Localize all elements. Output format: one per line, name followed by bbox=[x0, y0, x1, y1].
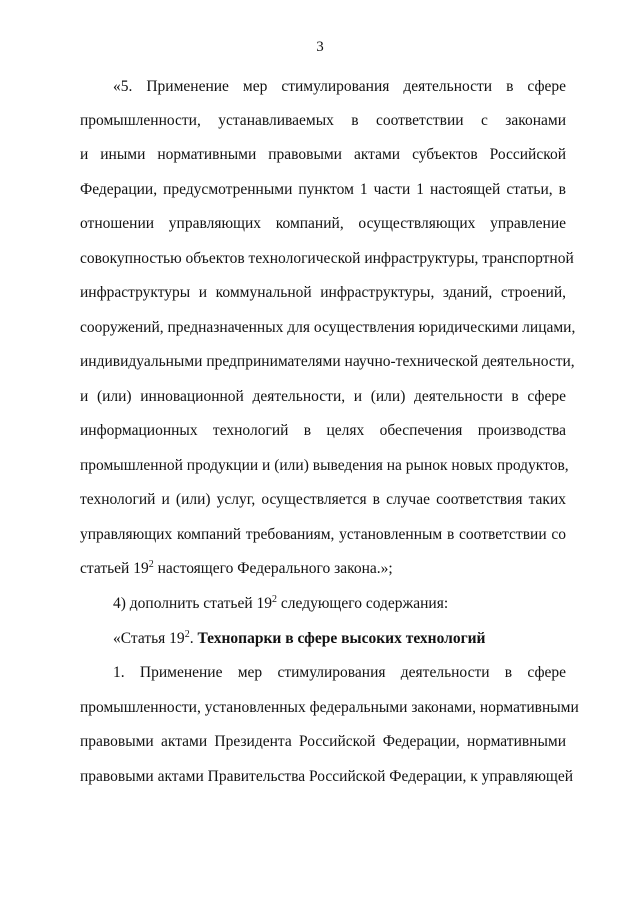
text-line: промышленности, установленных федеральными законами, нормативными bbox=[80, 699, 579, 716]
text-segment: . bbox=[189, 630, 194, 647]
text-segment: следующего содержания: bbox=[277, 595, 449, 612]
superscript: 2 bbox=[272, 593, 278, 605]
text-line: промышленной продукции и (или) выведения на рынок новых продуктов, bbox=[80, 457, 569, 474]
text-line: инфраструктуры и коммунальной инфраструктуры, зданий, строений, bbox=[80, 284, 566, 301]
item-4 bbox=[113, 594, 566, 614]
text-line: информационных технологий в целях обеспечения производства bbox=[80, 422, 566, 439]
text-line: 1. Применение мер стимулирования деятельности в сфере bbox=[113, 664, 566, 681]
article-heading bbox=[113, 629, 566, 649]
text-line: «5. Применение мер стимулирования деятельности в сфере bbox=[113, 78, 566, 95]
text-line: сооружений, предназначенных для осуществления юридическими лицами, bbox=[80, 319, 576, 336]
text-line: индивидуальными предпринимателями научно-технической деятельности, bbox=[80, 353, 575, 370]
article-title: Технопарки в сфере высоких технологий bbox=[193, 630, 486, 647]
text-line: отношении управляющих компаний, осуществляющих управление bbox=[80, 215, 566, 232]
text-line: Федерации, предусмотренными пунктом 1 части 1 настоящей статьи, в bbox=[80, 181, 566, 198]
superscript: 2 bbox=[184, 628, 190, 640]
text-line: совокупностью объектов технологической инфраструктуры, транспортной bbox=[80, 250, 574, 267]
text-line: технологий и (или) услуг, осуществляется в случае соответствия таких bbox=[80, 491, 566, 508]
page-number: 3 bbox=[316, 39, 324, 55]
text-segment: 4) дополнить статьей 19 bbox=[113, 595, 273, 612]
text-line: и (или) инновационной деятельности, и (или) деятельности в сфере bbox=[80, 388, 566, 405]
superscript: 2 bbox=[148, 558, 154, 570]
text-line: управляющих компаний требованиям, установленным в соответствии со bbox=[80, 526, 566, 543]
article-prefix: «Статья 19 bbox=[113, 630, 185, 647]
text-line: правовыми актами Президента Российской Федерации, нормативными bbox=[80, 733, 566, 750]
text-line: промышленности, устанавливаемых в соответствии с законами bbox=[80, 112, 566, 129]
text-line bbox=[80, 559, 566, 579]
text-line: правовыми актами Правительства Российской Федерации, к управляющей bbox=[80, 768, 574, 785]
text-segment: статьей 19 bbox=[80, 560, 149, 577]
text-line: и иными нормативными правовыми актами субъектов Российской bbox=[80, 146, 566, 163]
text-segment: настоящего Федерального закона.»; bbox=[153, 560, 393, 577]
